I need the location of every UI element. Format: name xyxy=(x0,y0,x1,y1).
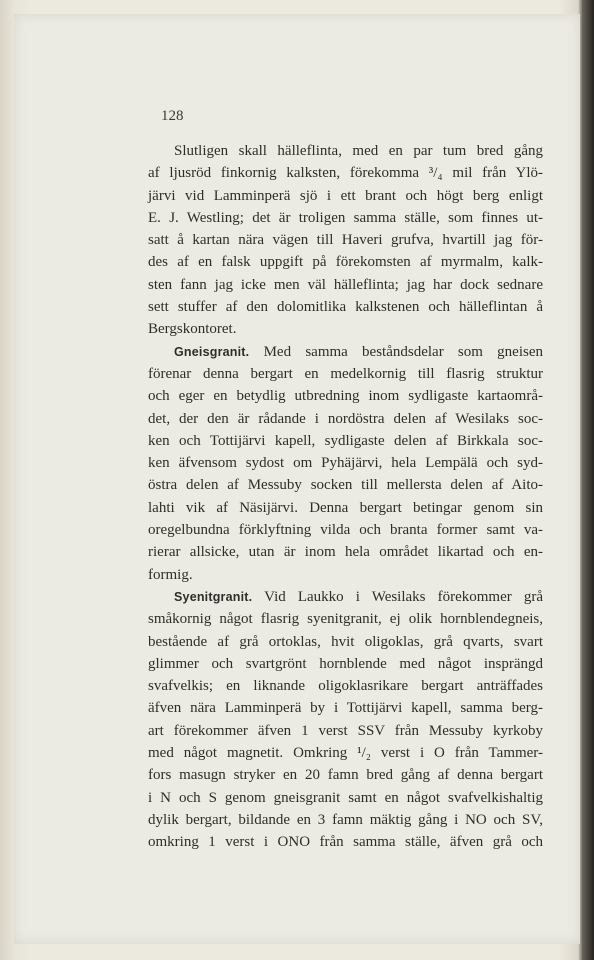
text-line xyxy=(148,586,543,608)
line-text: äfven nära Lamminperä by i Tottijärvi kapell, samma berg- xyxy=(148,700,543,717)
text-line xyxy=(148,564,543,586)
text-line xyxy=(148,452,543,474)
section-heading: Syenitgranit. xyxy=(174,589,253,604)
line-text: ken och Tottijärvi kapell, sydligaste delen af Birkkala soc- xyxy=(148,432,543,449)
text-line xyxy=(148,341,543,363)
text-line xyxy=(148,809,543,831)
book-spine-edge xyxy=(582,0,594,960)
line-text: satt å kartan nära vägen till Haveri grufva, hvartill jag för- xyxy=(148,232,543,249)
text-line xyxy=(148,430,543,452)
text-line xyxy=(148,296,543,318)
line-text: fors masugn stryker en 20 famn bred gång af denna bergart xyxy=(148,767,543,784)
text-line xyxy=(148,140,543,162)
text-line xyxy=(148,720,543,742)
line-text: med något magnetit. Omkring ¹/₂ verst i O från Tammer- xyxy=(148,745,543,762)
text-line xyxy=(148,207,543,229)
line-text: art förekommer äfven 1 verst SSV från Messuby kyrkoby xyxy=(148,722,543,739)
text-line xyxy=(148,764,543,786)
line-text: Bergskontoret. xyxy=(148,321,237,338)
line-text: östra delen af Messuby socken till mellersta delen af Aito- xyxy=(148,477,543,494)
text-line xyxy=(148,497,543,519)
line-text: sten fann jag icke men väl hälleflinta; jag har dock sednare xyxy=(148,276,543,293)
line-text: i N och S genom gneisgranit samt en något svafvelkishaltig xyxy=(148,789,543,806)
text-line xyxy=(148,541,543,563)
text-line xyxy=(148,185,543,207)
body-text xyxy=(148,140,543,854)
line-text: lahti vik af Näsijärvi. Denna bergart betingar genom sin xyxy=(148,499,543,516)
text-line xyxy=(148,675,543,697)
line-text: svafvelkis; en liknande oligoklasrikare bergart anträffades xyxy=(148,678,543,695)
line-text: dylik bergart, bildande en 3 famn mäktig gång i NO och SV, xyxy=(148,811,543,828)
line-text: omkring 1 verst i ONO från samma ställe, äfven grå och xyxy=(148,834,543,851)
line-text: Slutligen skall hälleflinta, med en par tum bred gång xyxy=(174,143,543,159)
line-text: af ljusröd finkornig kalksten, förekomma ³/₄ mil från Ylö- xyxy=(148,165,543,182)
text-line xyxy=(148,631,543,653)
line-text: och eger en betydlig utbredning inom sydligaste kartaområ- xyxy=(148,388,543,405)
line-text: det, der den är rådande i nordöstra delen af Wesilaks soc- xyxy=(148,410,543,427)
line-text: Vid Laukko i Wesilaks förekommer grå xyxy=(252,588,543,605)
line-text: småkornig något flasrig syenitgranit, ej olik hornblendegneis, xyxy=(148,611,543,628)
line-text: glimmer och svartgrönt hornblende med något insprängd xyxy=(148,655,543,672)
line-text: bestående af grå ortoklas, hvit oligoklas, grå qvarts, svart xyxy=(148,633,543,650)
line-text: formig. xyxy=(148,566,193,583)
text-line xyxy=(148,787,543,809)
text-line xyxy=(148,385,543,407)
line-text: des af en falsk uppgift på förekomsten af myrmalm, kalk- xyxy=(148,254,543,271)
line-text: rierar allsicke, utan är inom hela området likartad och en- xyxy=(148,544,543,561)
text-line xyxy=(148,697,543,719)
line-text: oregelbundna förklyftning vilda och branta former samt va- xyxy=(148,522,543,539)
text-line xyxy=(148,653,543,675)
section-heading: Gneisgranit. xyxy=(174,344,250,359)
text-line xyxy=(148,519,543,541)
text-line xyxy=(148,251,543,273)
text-line xyxy=(148,318,543,340)
line-text: järvi vid Lamminperä sjö i ett brant och högt berg enligt xyxy=(148,187,543,204)
line-text: förenar denna bergart en medelkornig till flasrig struktur xyxy=(148,365,543,382)
text-line xyxy=(148,408,543,430)
text-line xyxy=(148,162,543,184)
text-line xyxy=(148,229,543,251)
line-text: sett stuffer af den dolomitlika kalkstenen och hälleflintan å xyxy=(148,299,543,316)
text-line xyxy=(148,363,543,385)
page-number: 128 xyxy=(161,108,184,124)
line-text: ken äfvensom sydost om Pyhäjärvi, hela Lempälä och syd- xyxy=(148,455,543,472)
text-line xyxy=(148,474,543,496)
line-text: E. J. Westling; det är troligen samma ställe, som finnes ut- xyxy=(148,209,543,226)
line-text: Med samma beståndsdelar som gneisen xyxy=(249,343,543,360)
text-line xyxy=(148,274,543,296)
text-line xyxy=(148,831,543,853)
text-line xyxy=(148,742,543,764)
text-line xyxy=(148,608,543,630)
